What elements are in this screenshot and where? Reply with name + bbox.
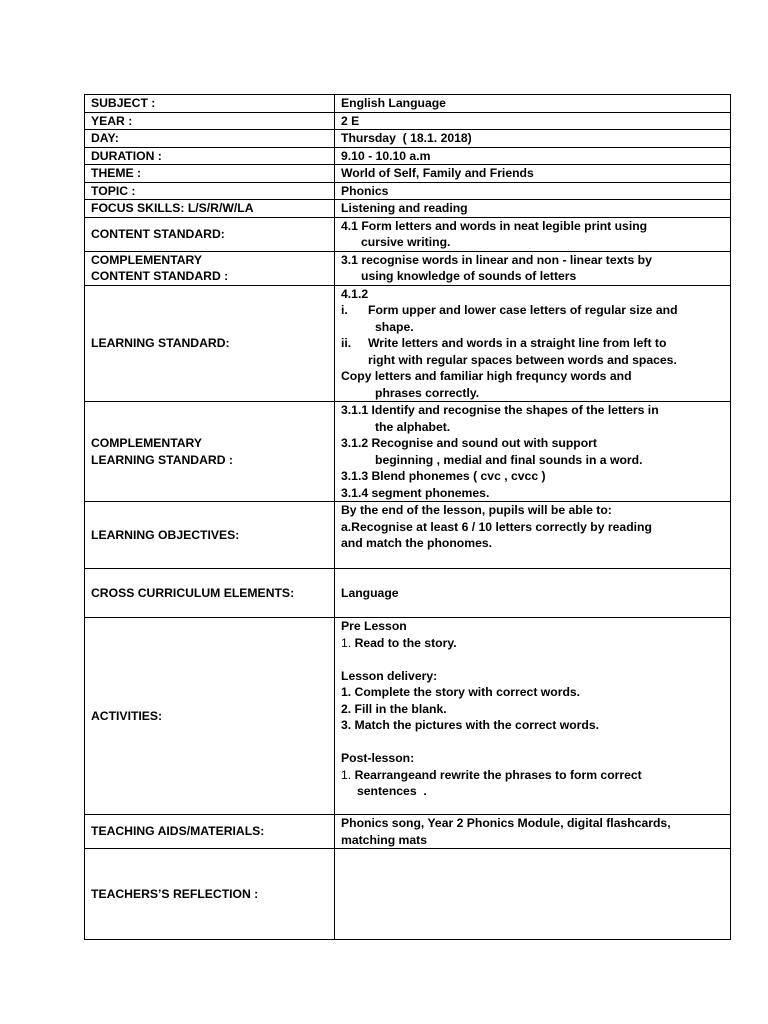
table-row <box>85 147 731 165</box>
teaching-aids-label: TEACHING AIDS/MATERIALS: <box>85 815 335 849</box>
focus-skills-value: Listening and reading <box>335 200 731 218</box>
objective-line: By the end of the lesson, pupils will be able to: <box>341 503 612 517</box>
activities-label: ACTIVITIES: <box>85 618 335 815</box>
post-lesson-title: Post-lesson: <box>341 751 415 765</box>
spacer <box>341 651 724 668</box>
content-standard-label: CONTENT STANDARD: <box>85 217 335 251</box>
learning-objectives-label: LEARNING OBJECTIVES: <box>85 502 335 569</box>
complementary-content-value <box>335 251 731 285</box>
year-label: YEAR : <box>85 112 335 130</box>
learning-standard-value <box>335 285 731 402</box>
content-standard-value <box>335 217 731 251</box>
focus-skills-label: FOCUS SKILLS: L/S/R/W/LA <box>85 200 335 218</box>
table-row <box>85 569 731 618</box>
item-text: Write letters and words in a straight line from left to <box>368 336 667 350</box>
lesson-delivery-title: Lesson delivery: <box>341 668 438 683</box>
year-value: 2 E <box>335 112 731 130</box>
standard-line: 3.1.4 segment phonemes. <box>341 485 490 500</box>
learning-objectives-value <box>335 502 731 569</box>
standard-line: 3.1.3 Blend phonemes ( cvc , cvcc ) <box>341 469 546 483</box>
delivery-item: 2. Fill in the blank. <box>341 701 447 716</box>
table-row <box>85 815 731 849</box>
standard-line: 3.1.2 Recognise and sound out with support <box>341 436 597 450</box>
lesson-plan-table <box>84 94 731 940</box>
table-row <box>85 217 731 251</box>
table-row <box>85 618 731 815</box>
comp-content-line: 3.1 recognise words in linear and non - linear texts by <box>341 252 652 267</box>
item-number: i. <box>341 303 348 317</box>
teaching-aids-value <box>335 815 731 849</box>
content-standard-line: cursive writing. <box>361 235 451 249</box>
delivery-item: 3. Match the pictures with the correct words. <box>341 718 600 732</box>
day-value: Thursday ( 18.1. 2018) <box>335 130 731 148</box>
learning-standard-code: 4.1.2 <box>341 286 369 301</box>
table-row <box>85 165 731 183</box>
item-text: sentences . <box>357 784 427 798</box>
complementary-learning-value <box>335 402 731 502</box>
subject-value: English Language <box>335 95 731 113</box>
item-text: Read to the story. <box>354 635 457 650</box>
copy-line: Copy letters and familiar high frequncy words and <box>341 369 632 383</box>
theme-label: THEME : <box>85 165 335 183</box>
spacer <box>341 734 724 751</box>
subject-label: SUBJECT : <box>85 95 335 113</box>
learning-standard-item-i <box>341 302 724 319</box>
objective-line: a.Recognise at least 6 / 10 letters correctly by reading <box>341 519 652 534</box>
standard-line: beginning , medial and final sounds in a word. <box>375 452 643 467</box>
table-row <box>85 849 731 940</box>
standard-line: 3.1.1 Identify and recognise the shapes of the letters in <box>341 403 659 417</box>
delivery-item: 1. Complete the story with correct words. <box>341 685 581 699</box>
item-text: Rearrangeand rewrite the phrases to form correct <box>354 767 642 782</box>
reflection-label: TEACHERS’S REFLECTION : <box>85 849 335 940</box>
table-row <box>85 182 731 200</box>
aids-line: matching mats <box>341 832 428 847</box>
comp-content-line: using knowledge of sounds of letters <box>361 269 577 283</box>
reflection-value <box>335 849 731 940</box>
topic-label: TOPIC : <box>85 182 335 200</box>
label-line: LEARNING STANDARD : <box>91 452 233 467</box>
table-row <box>85 95 731 113</box>
table-row <box>85 112 731 130</box>
item-text: Form upper and lower case letters of regular size and <box>368 303 678 317</box>
item-text: right with regular spaces between words and spaces. <box>368 352 677 367</box>
pre-lesson-title: Pre Lesson <box>341 619 407 633</box>
cross-curriculum-label: CROSS CURRICULUM ELEMENTS: <box>85 569 335 618</box>
item-number: 1. <box>341 767 352 782</box>
item-number: 1. <box>341 635 352 650</box>
pre-lesson-item <box>341 635 724 652</box>
learning-standard-label: LEARNING STANDARD: <box>85 285 335 402</box>
item-text: shape. <box>375 319 414 334</box>
table-row <box>85 251 731 285</box>
cross-curriculum-value: Language <box>335 569 731 618</box>
complementary-learning-label <box>85 402 335 502</box>
table-row <box>85 200 731 218</box>
topic-value: Phonics <box>335 182 731 200</box>
copy-line: phrases correctly. <box>375 385 480 400</box>
day-label: DAY: <box>85 130 335 148</box>
duration-label: DURATION : <box>85 147 335 165</box>
table-row <box>85 502 731 569</box>
aids-line: Phonics song, Year 2 Phonics Module, digital flashcards, <box>341 816 671 830</box>
objective-line: and match the phonomes. <box>341 536 493 550</box>
theme-value: World of Self, Family and Friends <box>335 165 731 183</box>
label-line: CONTENT STANDARD : <box>91 269 229 283</box>
content-standard-line: 4.1 Form letters and words in neat legible print using <box>341 218 648 233</box>
post-lesson-item <box>341 767 724 784</box>
table-row <box>85 130 731 148</box>
label-line: COMPLEMENTARY <box>91 436 203 450</box>
table-row <box>85 285 731 402</box>
standard-line: the alphabet. <box>375 419 451 434</box>
label-line: COMPLEMENTARY <box>91 252 203 267</box>
item-number: ii. <box>341 336 352 350</box>
table-row <box>85 402 731 502</box>
activities-value <box>335 618 731 815</box>
duration-value: 9.10 - 10.10 a.m <box>335 147 731 165</box>
complementary-content-label <box>85 251 335 285</box>
learning-standard-item-ii <box>341 335 724 352</box>
